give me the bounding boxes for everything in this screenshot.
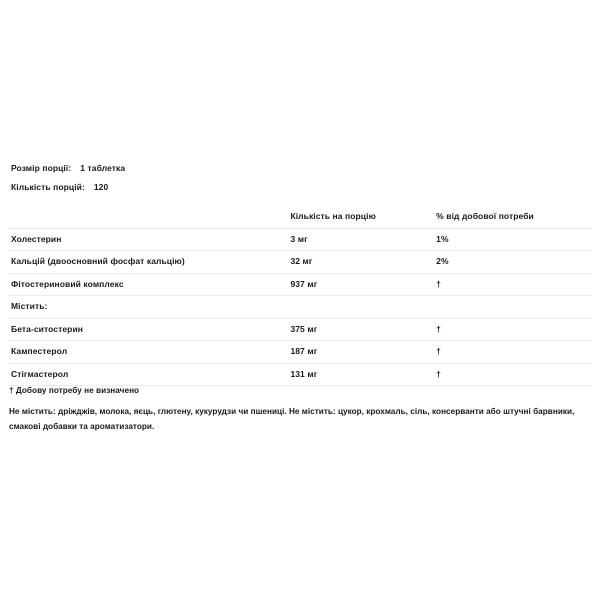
serving-size-line — [11, 163, 591, 182]
serving-size-value: 1 таблетка — [80, 163, 126, 173]
nutrient-name: Містить: — [8, 296, 290, 319]
header-nutrient-name — [8, 206, 290, 228]
nutrient-name: Кальцій (двоосновний фосфат кальцію) — [8, 251, 290, 274]
nutrient-name: Холестерин — [8, 228, 290, 251]
serving-size-label: Розмір порції: — [11, 163, 72, 173]
table-row-subheading — [8, 296, 592, 319]
table-row — [8, 318, 592, 341]
nutrient-amount — [290, 296, 436, 319]
nutrient-amount: 375 мг — [290, 318, 436, 341]
daily-value-footnote: † Добову потребу не визначено — [9, 386, 140, 395]
header-daily-value: % від добової потреби — [436, 206, 592, 228]
table-row — [8, 228, 592, 251]
serving-information — [11, 163, 591, 201]
nutrient-name: Фітостериновий комплекс — [8, 273, 290, 296]
nutrient-daily-value: 2% — [436, 251, 592, 274]
nutrient-daily-value: 1% — [436, 228, 592, 251]
table-row — [8, 341, 592, 364]
nutrient-daily-value: † — [436, 318, 592, 341]
supplement-facts-table — [8, 206, 592, 386]
nutrient-amount: 187 мг — [290, 341, 436, 364]
nutrient-daily-value: † — [436, 273, 592, 296]
table-header-row — [8, 206, 592, 228]
table-row — [8, 273, 592, 296]
nutrient-amount: 131 мг — [290, 363, 436, 386]
nutrient-amount: 937 мг — [290, 273, 436, 296]
table-row — [8, 363, 592, 386]
nutrient-name: Кампестерол — [8, 341, 290, 364]
servings-per-container-value: 120 — [93, 182, 109, 192]
nutrient-name: Бета-ситостерин — [8, 318, 290, 341]
servings-per-container-label: Кількість порцій: — [11, 182, 85, 192]
servings-per-container-line — [11, 182, 591, 201]
nutrient-daily-value — [436, 296, 592, 319]
nutrient-daily-value: † — [436, 363, 592, 386]
nutrient-amount: 3 мг — [290, 228, 436, 251]
allergen-disclaimer: Не містить: дріжджів, молока, яєць, глютену, кукурудзи чи пшениці. Не містить: цукор, крохмаль, сіль, консерванти або штучні барвники, смакові добавки та ароматизатори. — [9, 407, 575, 431]
table-row — [8, 251, 592, 274]
nutrient-amount: 32 мг — [290, 251, 436, 274]
nutrient-name: Стігмастерол — [8, 363, 290, 386]
header-amount-per-serving: Кількість на порцію — [290, 206, 436, 228]
nutrient-daily-value: † — [436, 341, 592, 364]
